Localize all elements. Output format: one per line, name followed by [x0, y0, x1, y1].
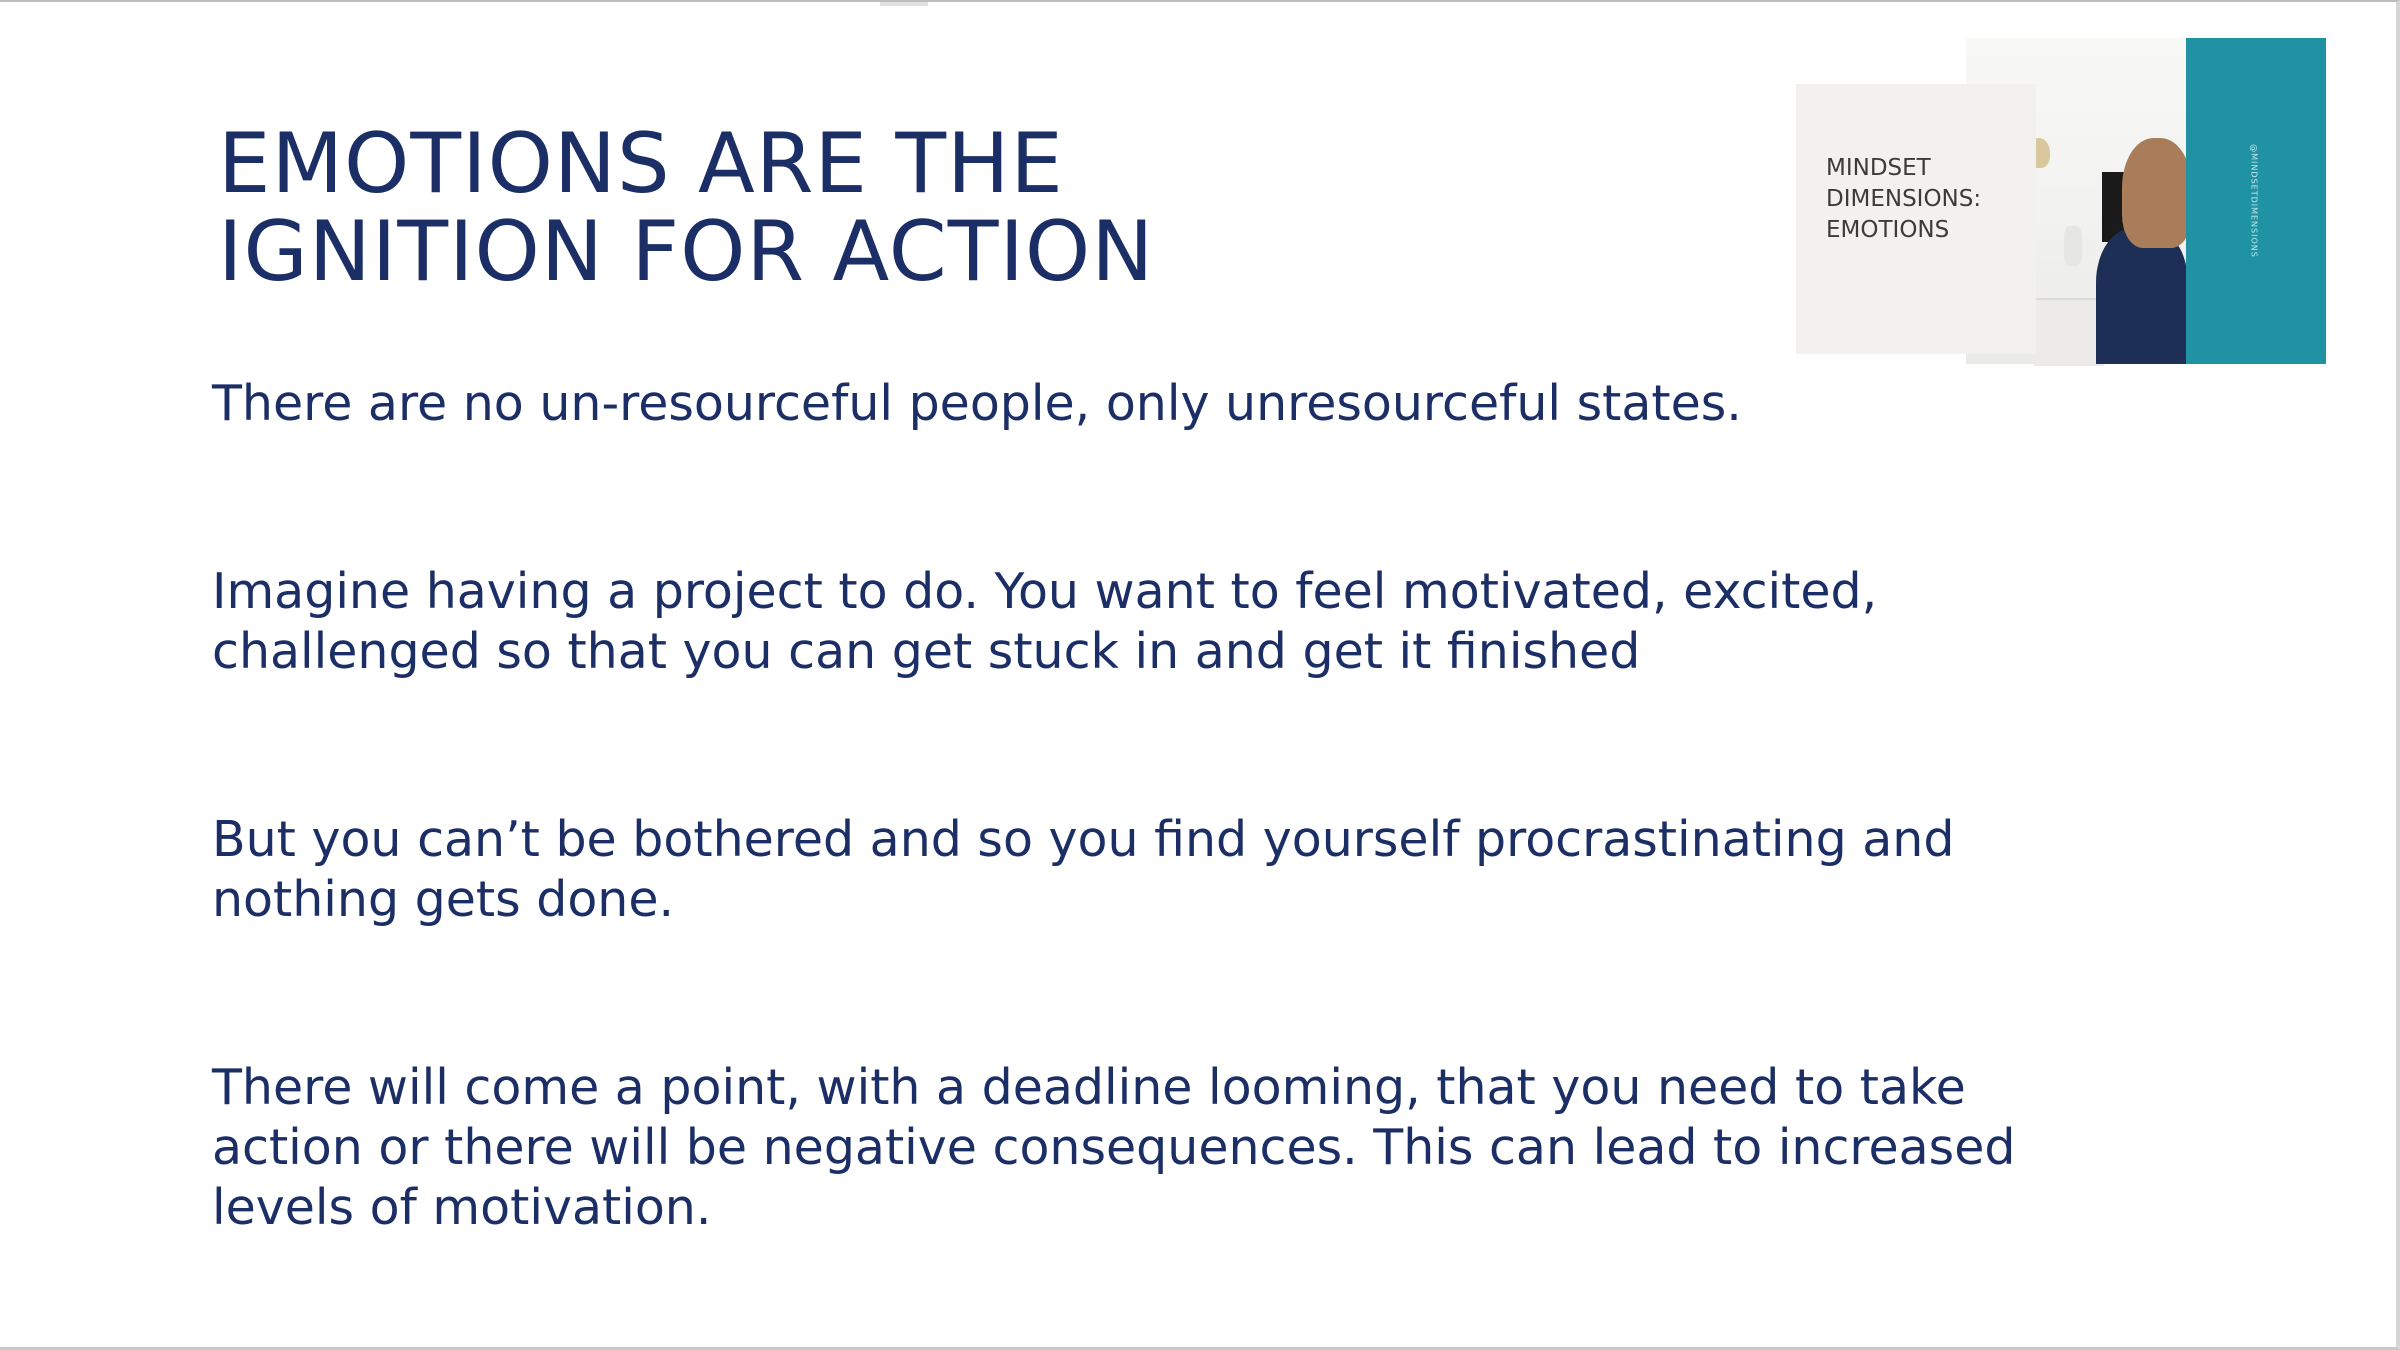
paragraph-line: Imagine having a project to do. You want to feel motivated, excited, — [212, 563, 1878, 620]
person-illustration — [2096, 228, 2188, 364]
slide-paragraph — [212, 810, 1954, 930]
slide-paragraph — [212, 562, 1877, 682]
paragraph-line: There will come a point, with a deadline looming, that you need to take — [212, 1059, 1966, 1116]
window-top-tab — [880, 2, 928, 6]
branding-thumbnail — [1796, 38, 2326, 364]
paragraph-line: challenged so that you can get stuck in and get it finished — [212, 623, 1641, 680]
thumbnail-caption-line: MINDSET — [1826, 155, 1931, 181]
thumbnail-caption — [1826, 153, 1981, 246]
thumbnail-caption-line: EMOTIONS — [1826, 217, 1950, 243]
person-hair-illustration — [2122, 138, 2192, 248]
paragraph-line: action or there will be negative consequences. This can lead to increased — [212, 1119, 2016, 1176]
slide-title — [218, 115, 1155, 300]
paragraph-line: There are no un-resourceful people, only unresourceful states. — [212, 375, 1742, 432]
paragraph-line: But you can’t be bothered and so you find yourself procrastinating and — [212, 811, 1955, 868]
drawer-illustration — [2034, 298, 2104, 366]
paragraph-line: nothing gets done. — [212, 871, 675, 928]
slide-title-line: IGNITION FOR ACTION — [218, 203, 1155, 300]
thumbnail-caption-line: DIMENSIONS: — [1826, 186, 1982, 212]
slide-paragraph — [212, 374, 1742, 434]
paragraph-line: levels of motivation. — [212, 1179, 712, 1236]
vase-illustration — [2064, 226, 2082, 266]
slide-title-line: EMOTIONS ARE THE — [218, 115, 1064, 212]
social-handle: @MINDSETDIMENSIONS — [2249, 144, 2259, 258]
slide-paragraph — [212, 1058, 2015, 1238]
